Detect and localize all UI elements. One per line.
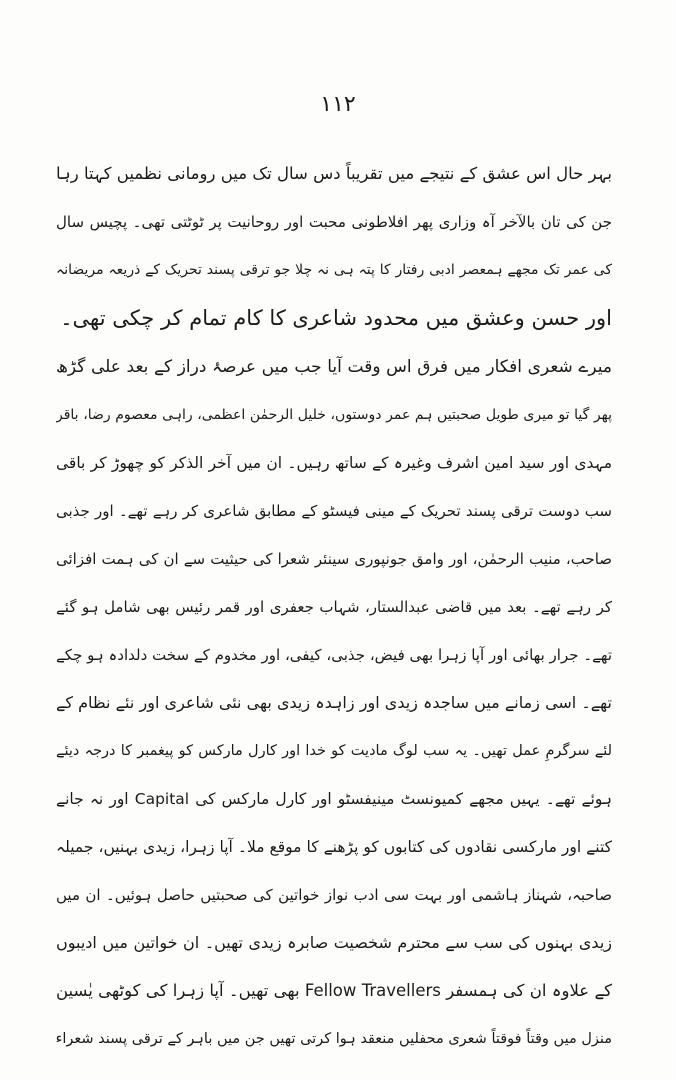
- page-number: ۱۱۲: [320, 92, 356, 117]
- text-line: ہوئے تھے۔ یہیں مجھے کمیونسٹ مینیفسٹو اور کارل مارکس کی Capital اور نہ جانے: [56, 790, 612, 808]
- text-line: پھر گیا تو میری طویل صحبتیں ہم عمر دوستوں، خلیل الرحمٰن اعظمی، راہی معصوم رضا، باقر: [56, 407, 612, 423]
- text-line: کتنے اور مارکسی نقادوں کی کتابوں کو پڑھنے کا موقع ملا۔ آپا زہرا، زیدی بہنیں، جمیلہ: [56, 838, 612, 856]
- text-line: جن کی تان بالآخر آہ وزاری پھر افلاطونی محبت اور روحانیت پر ٹوٹتی تھی۔ پچیس سال: [56, 213, 612, 231]
- text-line: صاحب، منیب الرحمٰن، اور وامق جونپوری سینئر شعرا کی حیثیت سے ان کی ہمت افزائی: [56, 550, 612, 568]
- text-line: اور حسن وعشق میں محدود شاعری کا کام تمام کر چکی تھی۔: [60, 306, 612, 330]
- text-line: بہر حال اس عشق کے نتیجے میں تقریباً دس سال تک میں رومانی نظمیں کہتا رہا: [56, 164, 612, 183]
- text-line: تھے۔ اسی زمانے میں ساجدہ زیدی اور زاہدہ زیدی بھی نئی شاعری اور نئے نظام کے: [56, 693, 612, 712]
- paragraph-2: [56, 343, 612, 1063]
- text-line: کی عمر تک مجھے ہمعصر ادبی رفتار کا پتہ ہی نہ چلا جو ترقی پسند تحریک کے ذریعہ مریضانہ: [56, 262, 612, 278]
- text-line: میرے شعری افکار میں فرق اس وقت آیا جب میں عرصۂ دراز کے بعد علی گڑھ: [56, 357, 612, 377]
- text-line: لئے سرگرمِ عمل تھیں۔ یہ سب لوگ مادیت کو خدا اور کارل مارکس کو پیغمبر کا درجہ دیئے: [56, 743, 612, 759]
- text-line: صاحبہ، شہناز ہاشمی اور بہت سی ادب نواز خواتین کی صحبتیں حاصل ہوئیں۔ ان میں: [56, 886, 612, 904]
- text-line: کر رہے تھے۔ بعد میں قاضی عبدالستار، شہاب جعفری اور قمر رئیس بھی شامل ہو گئے: [56, 598, 612, 616]
- text-line: کے علاوہ ان کی ہمسفر Fellow Travellers بھی تھیں۔ آپا زہرا کی کوٹھی یٰسین: [56, 981, 612, 1000]
- text-line: سب دوست ترقی پسند تحریک کے مینی فیسٹو کے مطابق شاعری کر رہے تھے۔ اور جذبی: [56, 502, 612, 520]
- text-line: مہدی اور سید امین اشرف وغیرہ کے ساتھ رہیں۔ ان میں آخر الذکر کو چھوڑ کر باقی: [56, 454, 612, 472]
- paragraph-1: [56, 150, 612, 342]
- text-line: تھے۔ جرار بھائی اور آپا زہرا بھی فیض، جذبی، کیفی، اور مخدوم کے سخت دلدادہ ہو چکے: [56, 646, 612, 664]
- text-line: منزل میں وقتاً فوقتاً شعری محفلیں منعقد ہوا کرتی تھیں جن میں باہر کے ترقی پسند شعراء: [56, 1031, 612, 1047]
- text-line: زیدی بہنوں کی سب سے محترم شخصیت صابرہ زیدی تھیں۔ ان خواتین میں ادیبوں: [56, 933, 612, 952]
